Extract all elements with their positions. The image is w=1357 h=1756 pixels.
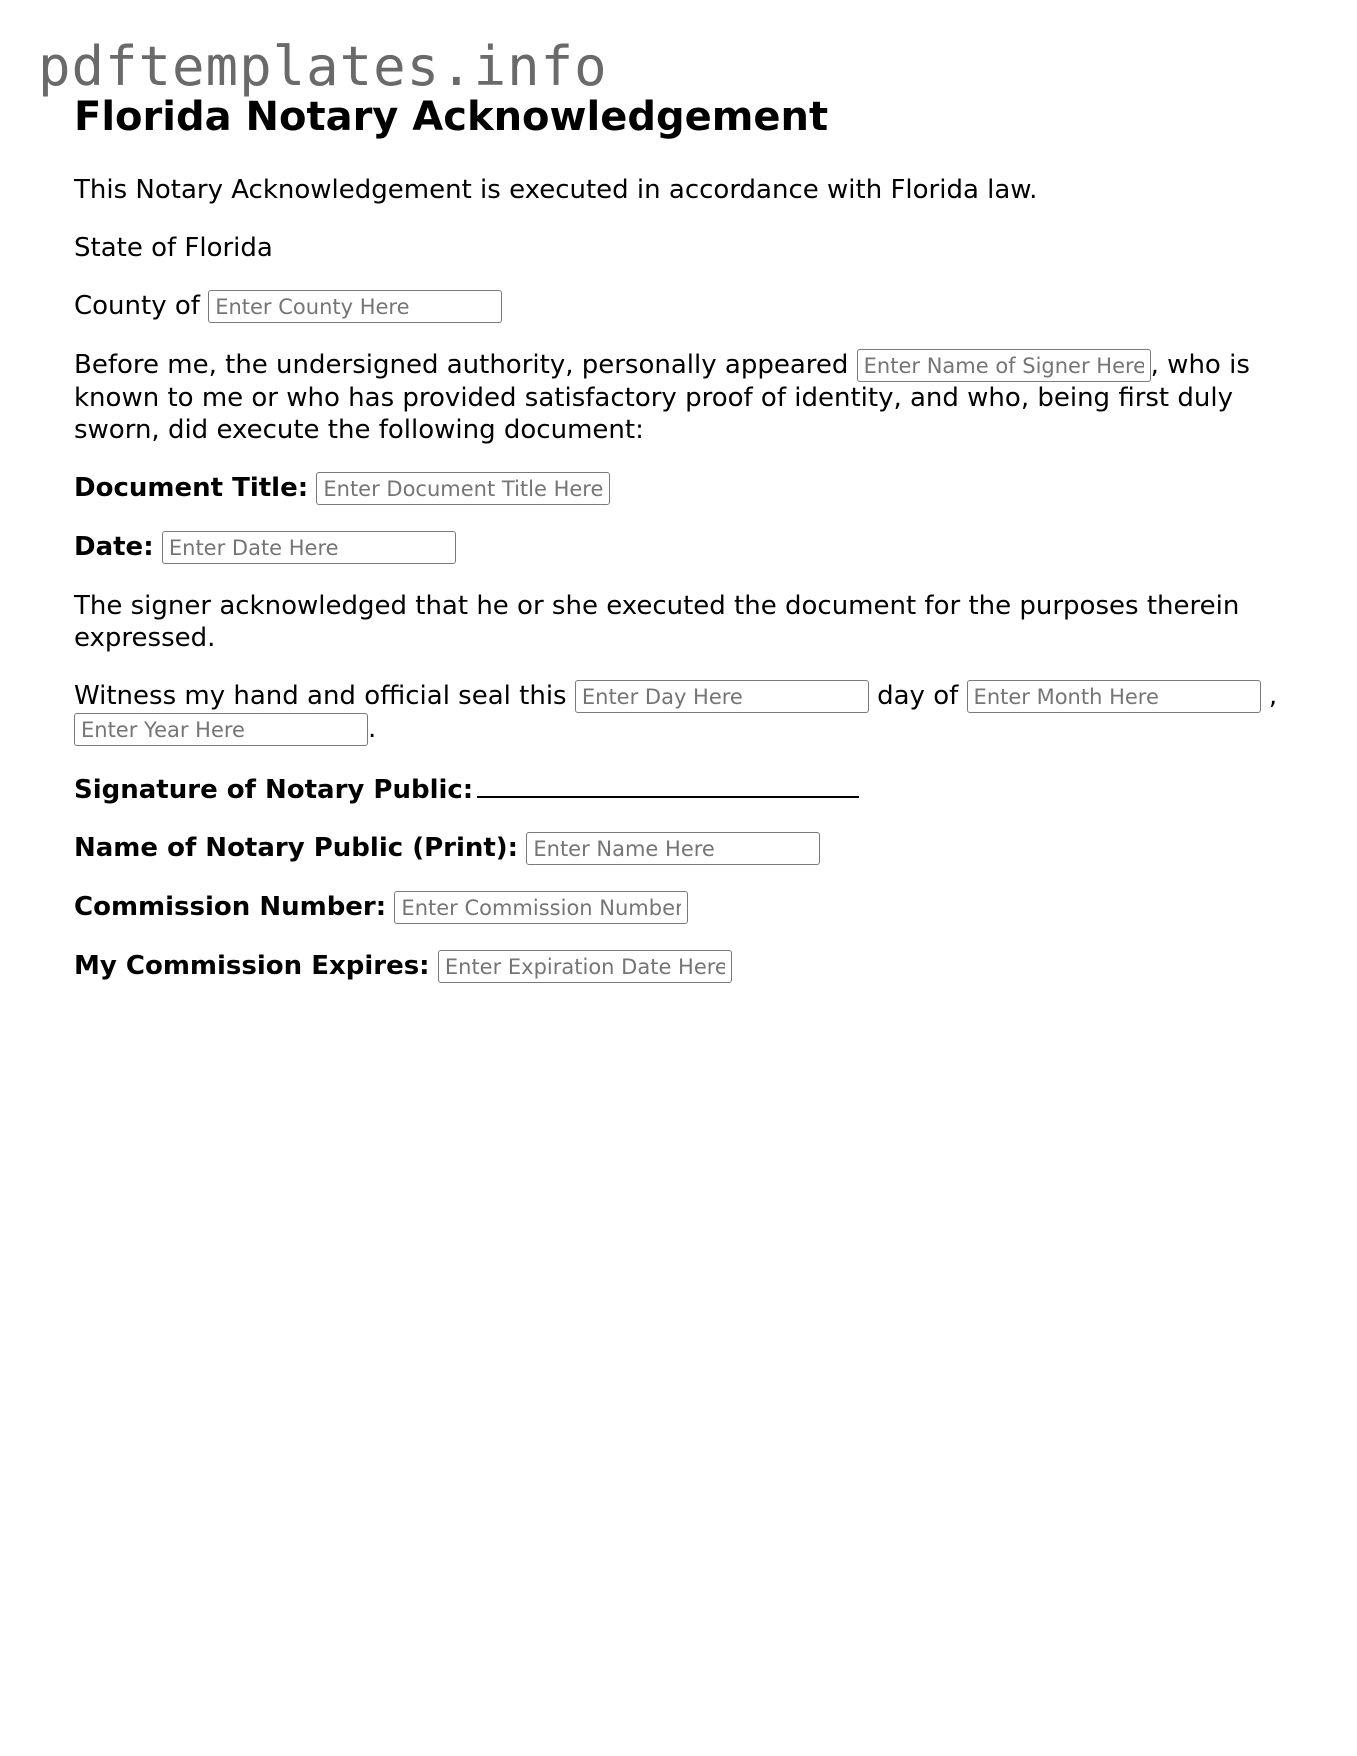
intro-text: This Notary Acknowledgement is executed in accordance with Florida law. [74, 175, 1038, 205]
document-title-label: Document Title: [74, 473, 309, 503]
date-input[interactable] [162, 531, 456, 564]
acknowledgement-text: The signer acknowledged that he or she executed the document for the purposes therein expressed. [74, 591, 1240, 653]
day-input[interactable] [575, 680, 869, 713]
notary-form [74, 92, 1284, 1009]
commission-number-line [74, 891, 1284, 924]
witness-paragraph [74, 680, 1284, 746]
signer-name-input[interactable] [857, 349, 1151, 382]
county-input[interactable] [208, 290, 502, 323]
day-of-text: day of [877, 681, 959, 711]
state-text: State of Florida [74, 233, 273, 263]
commission-number-label: Commission Number: [74, 892, 387, 922]
appearance-paragraph [74, 349, 1284, 446]
notary-name-label: Name of Notary Public (Print): [74, 833, 519, 863]
commission-number-input[interactable] [394, 891, 688, 924]
document-title-input[interactable] [316, 472, 610, 505]
comma-text: , [1268, 681, 1278, 711]
year-input[interactable] [74, 713, 368, 746]
signature-line [74, 772, 1284, 806]
witness-text: Witness my hand and official seal this [74, 681, 567, 711]
appearance-after-text: , who is known to me or who has provided satisfactory proof of identity, and who, being first duly sworn, did execute the following document: [74, 350, 1250, 445]
page-title: Florida Notary Acknowledgement [74, 94, 829, 140]
commission-expires-line [74, 950, 1284, 983]
month-input[interactable] [967, 680, 1261, 713]
date-line [74, 531, 1284, 564]
signature-label: Signature of Notary Public: [74, 775, 474, 805]
notary-name-input[interactable] [526, 832, 820, 865]
county-label: County of [74, 291, 200, 321]
commission-expires-input[interactable] [438, 950, 732, 983]
notary-name-line [74, 832, 1284, 865]
period-text: . [368, 714, 377, 744]
signature-blank [477, 772, 859, 798]
appearance-before-text: Before me, the undersigned authority, personally appeared [74, 350, 849, 380]
county-line [74, 290, 1284, 323]
commission-expires-label: My Commission Expires: [74, 951, 430, 981]
document-title-line [74, 472, 1284, 505]
watermark: pdftemplates.info [38, 35, 608, 98]
date-label: Date: [74, 532, 154, 562]
